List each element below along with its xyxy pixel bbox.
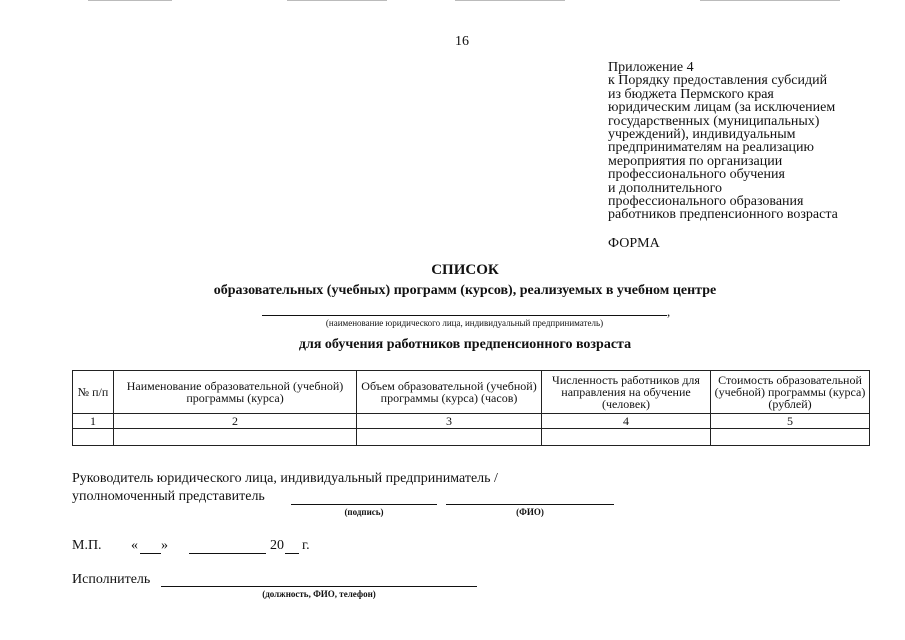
appendix-line: из бюджета Пермского края [608, 86, 774, 102]
column-number: 5 [711, 414, 870, 429]
year-suffix: г. [302, 538, 310, 553]
fio-caption: (ФИО) [516, 507, 544, 517]
appendix-note [608, 61, 898, 222]
appendix-line: юридическим лицам (за исключением [608, 100, 836, 116]
quote-close: » [161, 538, 168, 553]
table-cell[interactable] [73, 429, 114, 446]
header-cell-hours: Объем образовательной (учебной) программы (курса) (часов) [357, 371, 542, 414]
appendix-line: предпринимателям на реализацию [608, 140, 814, 156]
appendix-line: Приложение 4 [608, 60, 694, 75]
fio-field[interactable] [446, 503, 614, 505]
year-field[interactable] [285, 552, 299, 554]
signatory-line-2: уполномоченный представитель [72, 489, 265, 504]
day-field[interactable] [140, 552, 161, 554]
executor-label: Исполнитель [72, 572, 151, 587]
page-number: 16 [455, 34, 469, 49]
seal-label: М.П. [72, 538, 102, 553]
table-header-row [73, 371, 870, 414]
column-number: 4 [542, 414, 711, 429]
table-row [73, 429, 870, 446]
table-cell[interactable] [357, 429, 542, 446]
appendix-line: учреждений), индивидуальным [608, 127, 796, 143]
appendix-line: работников предпенсионного возраста [608, 207, 838, 223]
appendix-line: мероприятия по организации [608, 153, 783, 169]
executor-caption: (должность, ФИО, телефон) [262, 589, 376, 599]
table-cell[interactable] [114, 429, 357, 446]
table-cell[interactable] [711, 429, 870, 446]
table-cell[interactable] [542, 429, 711, 446]
org-name-field[interactable] [262, 314, 667, 316]
table-number-row [73, 414, 870, 429]
header-cell-workers: Численность работников для направления на обучение (человек) [542, 371, 711, 414]
document-subtitle: образовательных (учебных) программ (курсов), реализуемых в учебном центре [213, 283, 717, 298]
document-title: СПИСОК [431, 262, 499, 278]
org-name-caption: (наименование юридического лица, индивидуальный предприниматель) [325, 318, 604, 328]
appendix-line: профессионального образования [608, 194, 804, 210]
signatory-line-1: Руководитель юридического лица, индивидуальный предприниматель / [72, 471, 498, 486]
quote-open: « [131, 538, 138, 553]
appendix-line: государственных (муниципальных) [608, 113, 820, 129]
scan-artifact [700, 0, 840, 1]
scan-artifact [287, 0, 387, 1]
header-cell-cost: Стоимость образовательной (учебной) программы (курса) (рублей) [711, 371, 870, 414]
month-field[interactable] [189, 552, 266, 554]
scan-artifact [455, 0, 565, 1]
purpose-line: для обучения работников предпенсионного возраста [298, 337, 632, 352]
executor-field[interactable] [161, 585, 477, 587]
column-number: 3 [357, 414, 542, 429]
programs-table [72, 370, 870, 446]
column-number: 1 [73, 414, 114, 429]
year-prefix: 20 [270, 538, 284, 553]
org-comma: , [667, 304, 671, 319]
appendix-line: к Порядку предоставления субсидий [608, 73, 828, 89]
header-cell-program-name: Наименование образовательной (учебной) программы (курса) [114, 371, 357, 414]
form-label: ФОРМА [608, 236, 660, 251]
header-cell-number: № п/п [73, 371, 114, 414]
signature-caption: (подпись) [344, 507, 384, 517]
appendix-line: профессионального обучения [608, 167, 785, 183]
column-number: 2 [114, 414, 357, 429]
scan-artifact [88, 0, 172, 1]
signature-field[interactable] [291, 503, 437, 505]
appendix-line: и дополнительного [608, 180, 722, 196]
